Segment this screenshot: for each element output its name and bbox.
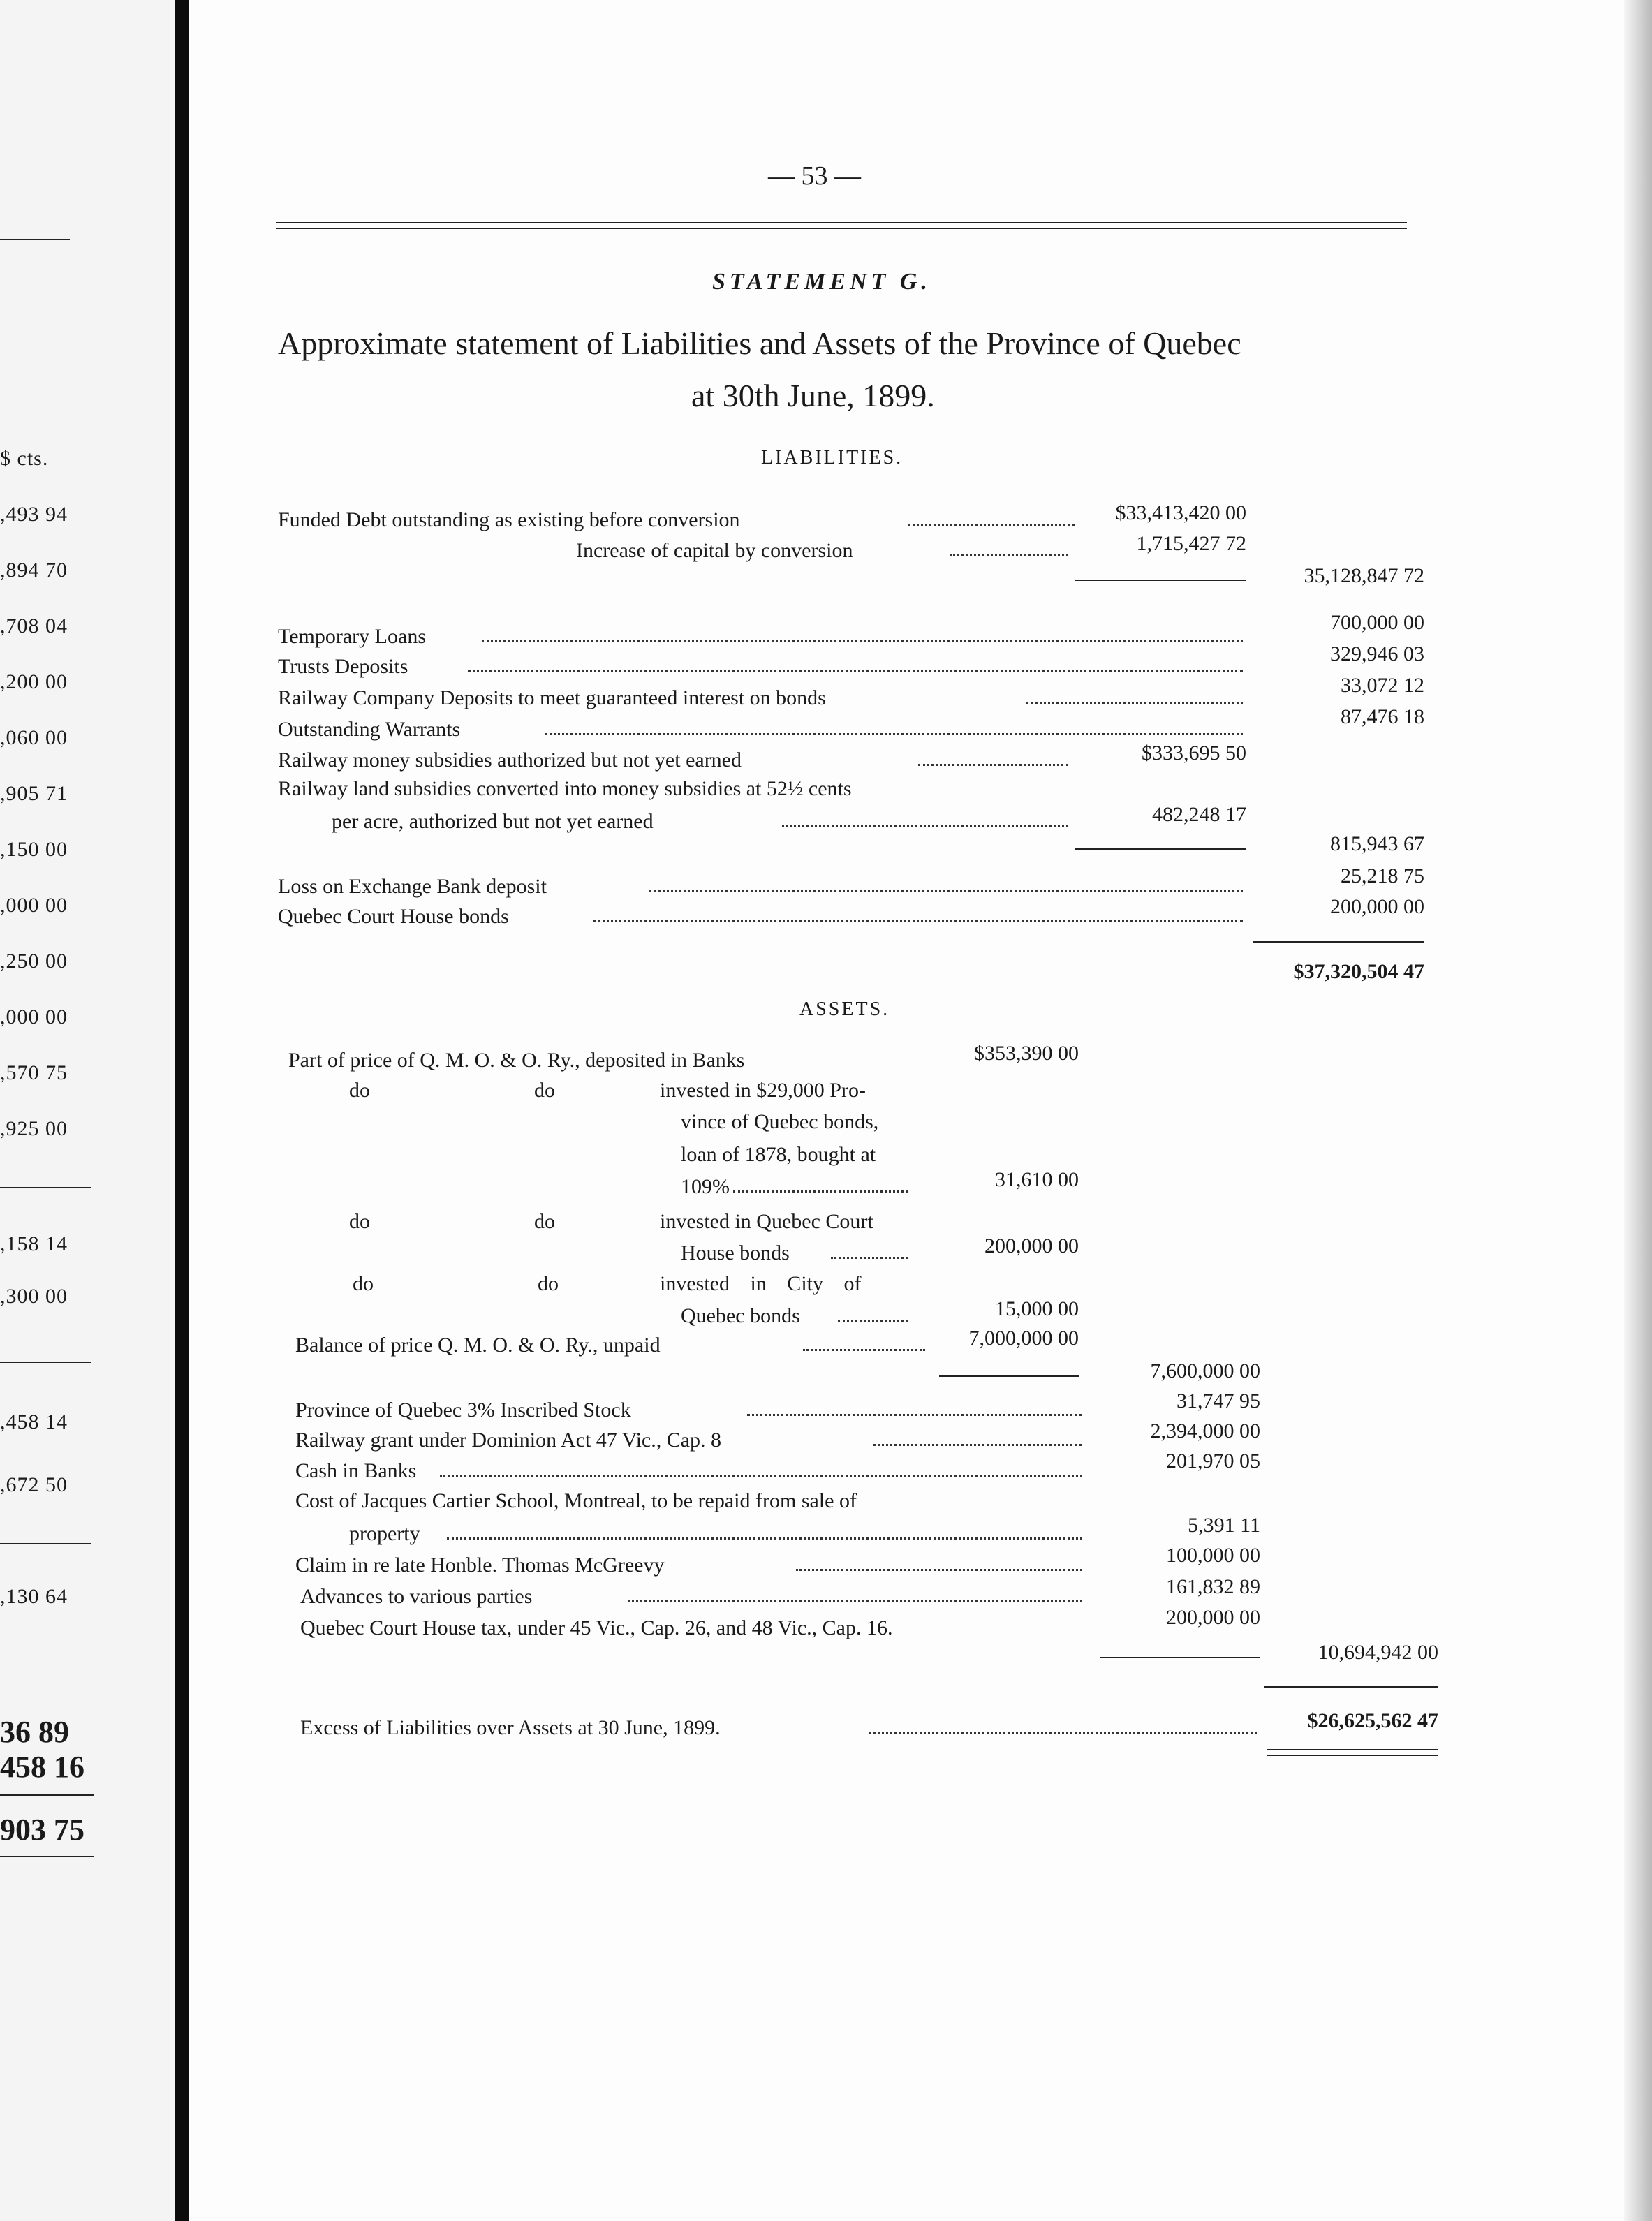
- temporary-loans: 700,000 00: [1330, 611, 1424, 634]
- exchange: 25,218 75: [1341, 864, 1424, 887]
- subtotal-rule: [939, 1375, 1079, 1377]
- railway-deposits-label: Railway Company Deposits to meet guaranteed interest on bonds: [278, 686, 826, 709]
- land-subsidies: 482,248 17: [1152, 803, 1246, 826]
- invested3-amount: 15,000 00: [995, 1297, 1079, 1320]
- title-line-2: at 30th June, 1899.: [691, 378, 935, 413]
- school: 5,391 11: [1188, 1514, 1260, 1537]
- liabilities-total: $37,320,504 47: [1293, 960, 1424, 983]
- header-rule: [276, 222, 1407, 229]
- left-header: $ cts.: [0, 447, 49, 470]
- invested-line: loan of 1878, bought at: [681, 1143, 876, 1166]
- courthouse-label: Quebec Court House bonds: [278, 905, 509, 928]
- statement-label: STATEMENT G.: [712, 269, 931, 295]
- left-amount: ,000 00: [0, 894, 68, 917]
- subtotal-rule: [1075, 848, 1246, 850]
- grant: 2,394,000 00: [1150, 1419, 1260, 1442]
- left-amount: ,458 14: [0, 1410, 68, 1433]
- page-edge-shadow: [1624, 0, 1652, 2221]
- left-amount: ,300 00: [0, 1285, 68, 1308]
- subsidies-total: 815,943 67: [1330, 832, 1424, 855]
- invested-line: invested in City of: [660, 1272, 862, 1295]
- leader-dots: [918, 764, 1068, 766]
- left-rule: [0, 1543, 91, 1544]
- balance-amount: 7,000,000 00: [968, 1327, 1079, 1350]
- subtotal-rule: [1075, 580, 1246, 581]
- part-price-label: Part of price of Q. M. O. & O. Ry., deposited in Banks: [288, 1049, 745, 1072]
- trusts: 329,946 03: [1330, 642, 1424, 665]
- funded-total: 35,128,847 72: [1304, 564, 1424, 587]
- tax-label: Quebec Court House tax, under 45 Vic., Cap. 26, and 48 Vic., Cap. 16.: [300, 1616, 893, 1639]
- ditto: do: [534, 1210, 555, 1233]
- railway-deposits: 33,072 12: [1341, 674, 1424, 697]
- ditto: do: [349, 1079, 370, 1102]
- advances: 161,832 89: [1166, 1575, 1260, 1598]
- left-amount: ,150 00: [0, 838, 68, 861]
- increase-amount: 1,715,427 72: [1136, 532, 1246, 555]
- ditto: do: [349, 1210, 370, 1233]
- balance-label: Balance of price Q. M. O. & O. Ry., unpaid: [295, 1334, 661, 1357]
- leader-dots: [782, 825, 1068, 827]
- school-label: property: [349, 1522, 420, 1545]
- left-bottom-amount: 36 89: [0, 1715, 69, 1749]
- exchange-label: Loss on Exchange Bank deposit: [278, 875, 547, 898]
- warrants-label: Outstanding Warrants: [278, 718, 461, 741]
- leader-dots: [593, 920, 1243, 922]
- invested-line: 109%: [681, 1175, 730, 1198]
- funded-debt-amount: $33,413,420 00: [1115, 501, 1246, 524]
- left-rule: [0, 1187, 91, 1188]
- courthouse: 200,000 00: [1330, 895, 1424, 918]
- money-subsidies-label: Railway money subsidies authorized but not yet earned: [278, 748, 742, 772]
- part-price-amount: $353,390 00: [974, 1042, 1079, 1065]
- ditto: do: [534, 1079, 555, 1102]
- invested-line: invested in Quebec Court: [660, 1210, 873, 1233]
- claim: 100,000 00: [1166, 1544, 1260, 1567]
- excess-amount: $26,625,562 47: [1307, 1709, 1438, 1732]
- school-label: Cost of Jacques Cartier School, Montreal, to be repaid from sale of: [295, 1489, 857, 1512]
- ditto: do: [538, 1272, 559, 1295]
- qmoo-total: 7,600,000 00: [1150, 1359, 1260, 1382]
- left-amount: ,894 70: [0, 559, 68, 582]
- left-rule: [0, 1856, 94, 1857]
- stock: 31,747 95: [1177, 1389, 1260, 1412]
- leader-dots: [950, 554, 1068, 556]
- left-amount: ,672 50: [0, 1473, 68, 1496]
- invested1-amount: 31,610 00: [995, 1168, 1079, 1191]
- money-subsidies: $333,695 50: [1142, 741, 1246, 765]
- left-total: ,130 64: [0, 1585, 68, 1608]
- leader-dots: [649, 890, 1243, 892]
- left-rule: [0, 1794, 94, 1796]
- subtotal-rule: [1100, 1657, 1260, 1658]
- left-amount: ,905 71: [0, 782, 68, 805]
- stock-label: Province of Quebec 3% Inscribed Stock: [295, 1399, 631, 1422]
- ditto: do: [353, 1272, 374, 1295]
- funded-debt-label: Funded Debt outstanding as existing before conversion: [278, 508, 740, 531]
- cash-label: Cash in Banks: [295, 1459, 417, 1482]
- leader-dots: [908, 524, 1075, 526]
- book-spine: [175, 0, 189, 2221]
- increase-label: Increase of capital by conversion: [576, 539, 853, 562]
- liabilities-heading: LIABILITIES.: [761, 447, 904, 468]
- leader-dots: [796, 1569, 1082, 1571]
- leader-dots: [440, 1475, 1082, 1477]
- double-rule: [1267, 1749, 1438, 1756]
- invested-line: House bonds: [681, 1241, 790, 1264]
- trusts-label: Trusts Deposits: [278, 655, 408, 678]
- land-subsidies-label: Railway land subsidies converted into money subsidies at 52½ cents: [278, 777, 852, 800]
- leader-dots: [747, 1414, 1082, 1416]
- leader-dots: [873, 1444, 1082, 1446]
- leader-dots: [468, 670, 1243, 672]
- left-amount: ,570 75: [0, 1061, 68, 1084]
- title-line-1: Approximate statement of Liabilities and Assets of the Province of Quebec: [278, 325, 1241, 361]
- land-subsidies-label: per acre, authorized but not yet earned: [332, 810, 654, 833]
- left-amount: ,158 14: [0, 1232, 68, 1255]
- total-rule: [1264, 1686, 1438, 1688]
- left-bottom-total: 903 75: [0, 1813, 84, 1847]
- left-rule: [0, 1362, 91, 1363]
- tax: 200,000 00: [1166, 1606, 1260, 1629]
- assets-heading: ASSETS.: [799, 998, 890, 1020]
- left-amount: ,493 94: [0, 503, 68, 526]
- claim-label: Claim in re late Honble. Thomas McGreevy: [295, 1554, 665, 1577]
- left-bottom-amount: 458 16: [0, 1750, 84, 1784]
- invested2-amount: 200,000 00: [984, 1234, 1079, 1257]
- warrants: 87,476 18: [1341, 705, 1424, 728]
- invested-line: invested in $29,000 Pro-: [660, 1079, 866, 1102]
- leader-dots: [482, 640, 1243, 642]
- leader-dots: [447, 1537, 1082, 1540]
- grant-label: Railway grant under Dominion Act 47 Vic., Cap. 8: [295, 1429, 722, 1452]
- leader-dots: [869, 1732, 1257, 1734]
- cash: 201,970 05: [1166, 1449, 1260, 1473]
- left-amount: ,200 00: [0, 670, 68, 693]
- left-amount: ,060 00: [0, 726, 68, 749]
- advances-label: Advances to various parties: [300, 1585, 533, 1608]
- left-amount: ,925 00: [0, 1117, 68, 1140]
- leader-dots: [628, 1600, 1082, 1602]
- page-number: — 53 —: [768, 161, 861, 191]
- leader-dots: [831, 1257, 908, 1259]
- total-rule: [1253, 941, 1424, 943]
- left-rule: [0, 239, 70, 240]
- leader-dots: [545, 733, 1243, 735]
- left-amount: ,000 00: [0, 1005, 68, 1028]
- leader-dots: [838, 1320, 908, 1322]
- left-amount: ,250 00: [0, 950, 68, 973]
- invested-line: Quebec bonds: [681, 1304, 800, 1327]
- assets-total: 10,694,942 00: [1318, 1641, 1438, 1664]
- left-page: [0, 0, 178, 2221]
- temporary-loans-label: Temporary Loans: [278, 625, 426, 648]
- left-amount: ,708 04: [0, 614, 68, 637]
- leader-dots: [1026, 702, 1243, 704]
- leader-dots: [733, 1190, 908, 1193]
- invested-line: vince of Quebec bonds,: [681, 1110, 879, 1133]
- excess-label: Excess of Liabilities over Assets at 30 June, 1899.: [300, 1716, 721, 1739]
